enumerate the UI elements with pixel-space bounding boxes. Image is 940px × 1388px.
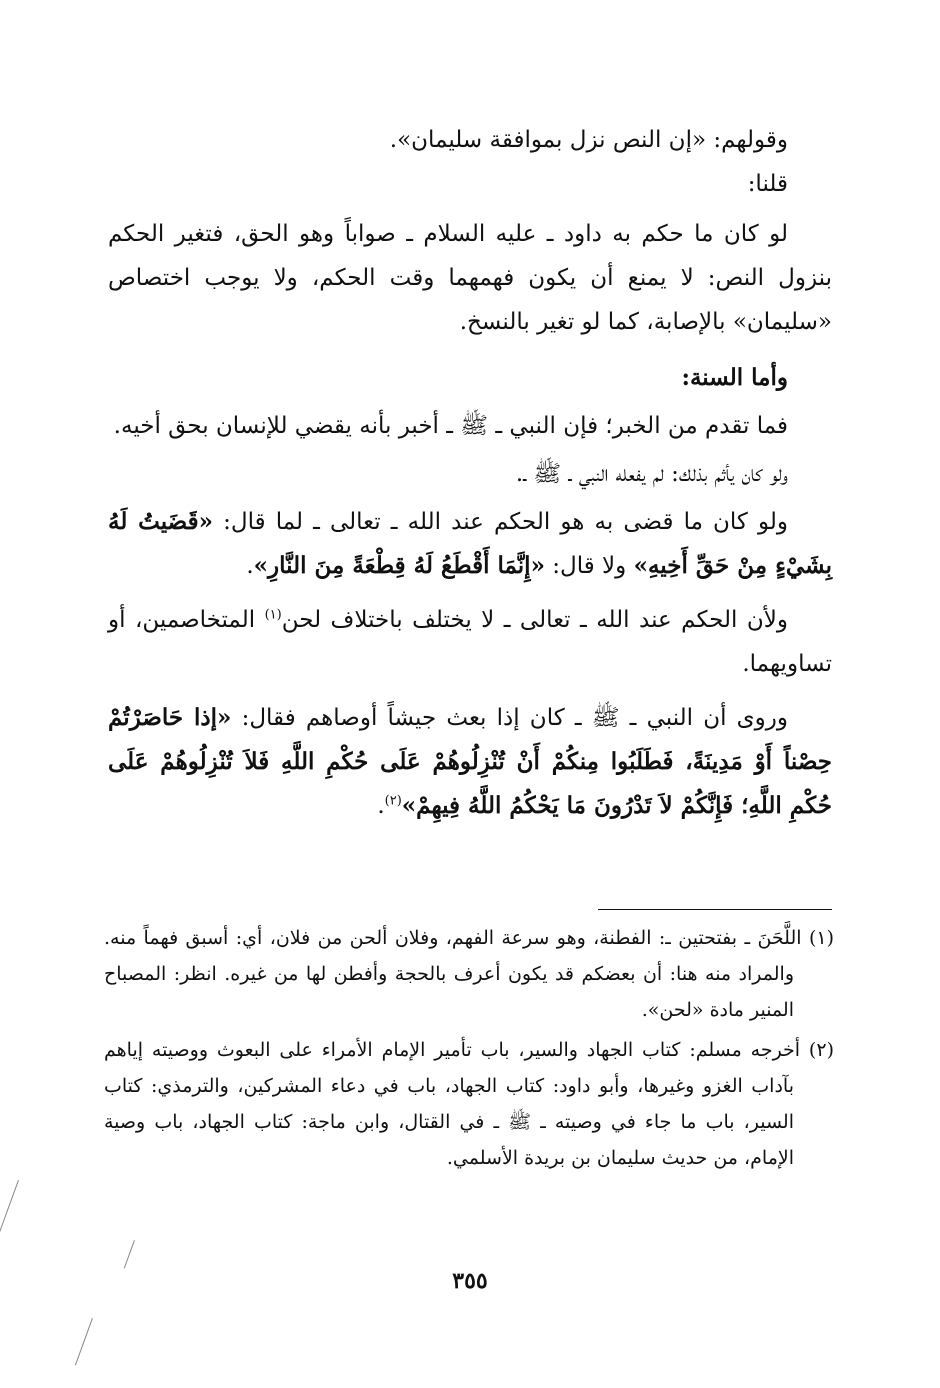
paragraph-8 bbox=[108, 696, 832, 828]
paragraph-8-end: . bbox=[377, 793, 385, 819]
scan-artifact-line bbox=[0, 1180, 19, 1246]
footnotes bbox=[104, 920, 834, 1176]
paragraph-4: فما تقدم من الخبر؛ فإن النبي ـ ﷺ ـ أخبر بأنه يقضي للإنسان بحق أخيه. bbox=[113, 413, 788, 439]
paragraph-6-middle: ولا قال: bbox=[544, 553, 634, 579]
paragraph-7-text: ولأن الحكم عند الله ـ تعالى ـ لا يختلف باختلاف لحن bbox=[281, 607, 788, 633]
paragraph-6-intro: ولو كان ما قضى به هو الحكم عند الله ـ تعالى ـ لما قال: bbox=[213, 509, 788, 535]
paragraph-3: لو كان ما حكم به داود ـ عليه السلام ـ صواباً وهو الحق، فتغير الحكم بنزول النص: لا يمنع أن يكون فهمهما وقت الحكم، ولا يوجب اختصاص «سليمان» بالإصابة، كما لو تغير بالنسخ. bbox=[108, 221, 832, 335]
footnote-ref-1: (١) bbox=[264, 607, 282, 623]
footnote-1: (١) اللَّحَنَ ـ بفتحتين ـ: الفطنة، وهو سرعة الفهم، وفلان ألحن من فلان، أي: أسبق فهماً منه. والمراد منه هنا: أن بعضكم قد يكون أعرف بالحجة وأفطن لها من غيره. انظر: المصباح المنير مادة «لحن». bbox=[104, 927, 834, 1021]
section-heading: وأما السنة: bbox=[681, 364, 788, 391]
main-text bbox=[108, 118, 832, 828]
scan-artifact-line bbox=[124, 1240, 135, 1269]
page-number: ٣٥٥ bbox=[452, 1268, 488, 1294]
footnote-separator bbox=[598, 909, 832, 910]
paragraph-7-continuation: المتخاصمين، أو تساويهما. bbox=[108, 607, 832, 677]
hadith-quote-3: «إذا حَاصَرْتُمْ حِصْناً أَوْ مَدِينَةً، فَطَلَبُوا مِنكُمْ أَنْ تُنْزِلُوهُمْ عَلَى حُكْمِ اللَّهِ فَلاَ تُنْزِلُوهُمْ عَلَى حُكْمِ اللَّهِ؛ فَإِنَّكُمْ لاَ تَدْرُونَ مَا يَحْكُمُ اللَّهُ فِيهِمْ» bbox=[108, 704, 832, 819]
paragraph-8-intro: وروى أن النبي ـ ﷺ ـ كان إذا بعث جيشاً أوصاهم فقال: bbox=[231, 705, 788, 731]
paragraph-6 bbox=[108, 500, 832, 588]
scan-artifact-line bbox=[75, 1318, 93, 1365]
footnote-ref-2: (٢) bbox=[384, 793, 402, 809]
paragraph-2: قلنا: bbox=[747, 171, 788, 197]
paragraph-7 bbox=[108, 598, 832, 686]
footnote-2: (٢) أخرجه مسلم: كتاب الجهاد والسير، باب تأمير الإمام الأمراء على البعوث ووصيته إياهم بآداب الغزو وغيرها، وأبو داود: كتاب الجهاد، باب في دعاء المشركين، والترمذي: كتاب السير، باب ما جاء في وصيته ـ ﷺ ـ في القتال، وابن ماجة: كتاب الجهاد، باب وصية الإمام، من حديث سليمان بن بريدة الأسلمي. bbox=[104, 1039, 834, 1169]
hadith-quote-2: «إِنَّمَا أَقْطَعُ لَهُ قِطْعَةً مِنَ النَّارِ» bbox=[253, 552, 545, 579]
hadith-quote-1: «قَضَيتُ لَهُ بِشَيْءٍ مِنْ حَقِّ أَخِيهِ» bbox=[108, 508, 832, 579]
paragraph-1: وقولهم: «إن النص نزل بموافقة سليمان». bbox=[389, 127, 788, 153]
paragraph-5: ولو كان يأثم بذلك: لم يفعله النبي ـ ﷺ ـ. bbox=[515, 461, 788, 487]
paragraph-6-end: . bbox=[246, 553, 254, 579]
